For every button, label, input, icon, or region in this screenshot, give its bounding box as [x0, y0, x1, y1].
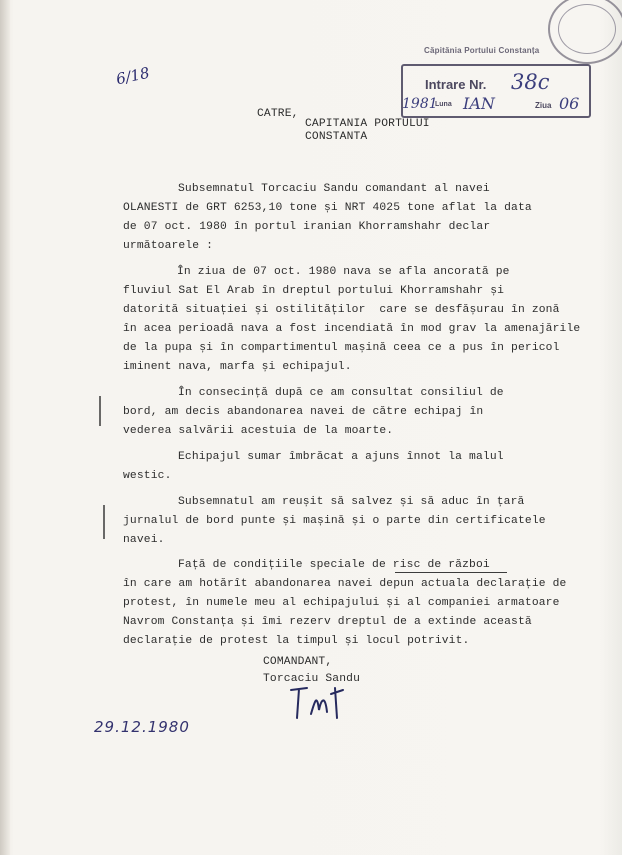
body-line: În ziua de 07 oct. 1980 nava se afla ancorată pe	[177, 266, 510, 278]
handwritten-date: 29.12.1980	[94, 718, 190, 736]
body-line: Față de condițiile speciale de risc de război	[178, 559, 490, 571]
body-line: următoarele :	[123, 240, 214, 252]
stamp-year: 1981	[402, 96, 438, 112]
stamp-month-label: Luna	[435, 101, 452, 108]
body-line: iminent nava, marfa și echipajul.	[123, 361, 352, 373]
stamp-entry-label: Intrare Nr.	[425, 77, 487, 92]
body-line: OLANESTI de GRT 6253,10 tone și NRT 4025 tone aflat la data	[123, 202, 532, 214]
body-line: Subsemnatul Torcaciu Sandu comandant al navei	[178, 183, 490, 195]
margin-mark	[103, 505, 105, 539]
body-line: de 07 oct. 1980 în portul iranian Khorramshahr declar	[123, 221, 491, 233]
body-line: în care am hotărît abandonarea navei depun actuala declarație de	[123, 578, 567, 590]
page-fold-shadow	[0, 0, 10, 855]
margin-note: 6/18	[114, 63, 152, 89]
recipient-line-2: CONSTANTA	[305, 131, 368, 143]
stamp-day: 06	[559, 94, 580, 113]
round-seal-stamp	[548, 0, 622, 64]
stamp-header: Căpitănia Portului Constanța	[424, 46, 540, 55]
stamp-entry-number: 38c	[511, 70, 550, 94]
body-line: protest, în numele meu al echipajului și al companiei armatoare	[123, 597, 560, 609]
registration-stamp	[401, 64, 591, 118]
body-line: bord, am decis abandonarea navei de către echipaj în	[123, 406, 484, 418]
signature-title: COMANDANT,	[263, 656, 333, 668]
body-line: În consecință după ce am consultat consiliul de	[178, 387, 504, 399]
body-line: în acea perioadă nava a fost incendiată în mod grav la amenajările	[123, 323, 581, 335]
recipient-line-1: CAPITANIA PORTULUI	[305, 118, 430, 130]
handwritten-signature	[285, 680, 365, 730]
margin-mark	[99, 396, 101, 426]
underline-mark	[395, 572, 507, 573]
stamp-month: IAN	[463, 94, 495, 113]
body-line: Navrom Constanța și îmi rezerv dreptul de a extinde această	[123, 616, 532, 628]
body-line: vederea salvării acestuia de la moarte.	[123, 425, 394, 437]
body-line: navei.	[123, 534, 165, 546]
body-line: Subsemnatul am reușit să salvez și să aduc în țară	[178, 496, 525, 508]
signature-name: Torcaciu Sandu	[263, 673, 361, 685]
body-line: de la pupa și în compartimentul mașină ceea ce a pus în pericol	[123, 342, 560, 354]
body-line: datorită situației și ostilităților care se desfășurau în zonă	[123, 304, 560, 316]
body-line: declarație de protest la timpul și locul potrivit.	[123, 635, 470, 647]
body-line: jurnalul de bord punte și mașină și o parte din certificatele	[123, 515, 546, 527]
body-line: westic.	[123, 470, 172, 482]
stamp-day-label: Ziua	[535, 101, 552, 110]
recipient-catre: CATRE,	[257, 108, 299, 120]
body-line: Echipajul sumar îmbrăcat a ajuns înnot la malul	[178, 451, 504, 463]
body-line: fluviul Sat El Arab în dreptul portului Khorramshahr și	[123, 285, 505, 297]
